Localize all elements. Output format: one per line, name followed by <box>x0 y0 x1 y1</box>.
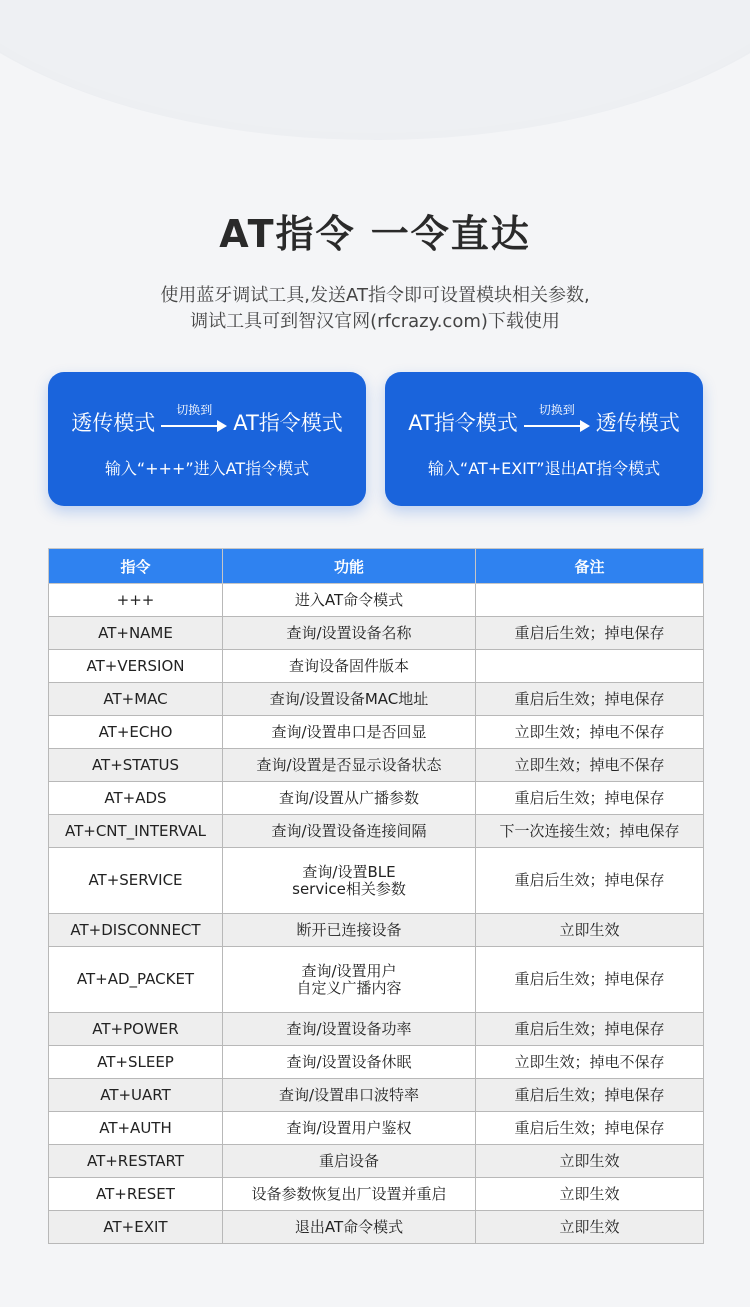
cell-note: 立即生效 <box>476 1178 704 1211</box>
table-row <box>49 584 704 617</box>
cell-note: 立即生效；掉电不保存 <box>476 1046 704 1079</box>
cell-function: 查询/设置从广播参数 <box>223 782 476 815</box>
arrow-label: 切换到 <box>538 403 575 417</box>
cell-command: AT+CNT_INTERVAL <box>49 815 223 848</box>
table-row <box>49 1211 704 1244</box>
cell-function: 进入AT命令模式 <box>223 584 476 617</box>
table-row <box>49 848 704 914</box>
cell-function: 查询/设置设备MAC地址 <box>223 683 476 716</box>
cell-function: 重启设备 <box>223 1145 476 1178</box>
table-row <box>49 1046 704 1079</box>
page-subtitle <box>0 283 750 335</box>
table-row <box>49 1079 704 1112</box>
cell-function: 查询/设置串口波特率 <box>223 1079 476 1112</box>
cell-command: AT+MAC <box>49 683 223 716</box>
mode-card-description: 输入“AT+EXIT”退出AT指令模式 <box>427 459 661 478</box>
switch-arrow-icon <box>159 403 229 437</box>
cell-note: 立即生效；掉电不保存 <box>476 716 704 749</box>
cell-note: 重启后生效；掉电保存 <box>476 683 704 716</box>
cell-note: 立即生效 <box>476 914 704 947</box>
table-row <box>49 1145 704 1178</box>
from-mode-label: 透传模式 <box>71 411 156 435</box>
cell-note: 重启后生效；掉电保存 <box>476 848 704 914</box>
table-row <box>49 815 704 848</box>
cell-function: 查询/设置设备名称 <box>223 617 476 650</box>
cell-function: 查询/设置用户 自定义广播内容 <box>223 947 476 1013</box>
cell-note: 下一次连接生效；掉电保存 <box>476 815 704 848</box>
cell-command: AT+UART <box>49 1079 223 1112</box>
table-row <box>49 617 704 650</box>
cell-command: AT+ECHO <box>49 716 223 749</box>
table-row <box>49 749 704 782</box>
cell-command: AT+DISCONNECT <box>49 914 223 947</box>
cell-note: 重启后生效；掉电保存 <box>476 947 704 1013</box>
table-row <box>49 650 704 683</box>
cell-note: 重启后生效；掉电保存 <box>476 617 704 650</box>
cell-function: 查询/设置串口是否回显 <box>223 716 476 749</box>
table-row <box>49 914 704 947</box>
cell-command: AT+AUTH <box>49 1112 223 1145</box>
table-header-row <box>49 549 704 584</box>
cell-function: 断开已连接设备 <box>223 914 476 947</box>
header-note: 备注 <box>476 549 704 584</box>
cell-command: AT+VERSION <box>49 650 223 683</box>
cell-function: 查询/设置是否显示设备状态 <box>223 749 476 782</box>
cell-command: AT+ADS <box>49 782 223 815</box>
cell-note: 立即生效 <box>476 1211 704 1244</box>
cell-function: 查询设备固件版本 <box>223 650 476 683</box>
cell-command: AT+SERVICE <box>49 848 223 914</box>
mode-switch-row <box>48 403 366 438</box>
from-mode-label: AT指令模式 <box>408 411 518 435</box>
cell-command: AT+RESET <box>49 1178 223 1211</box>
page-title: AT指令 一令直达 <box>219 212 531 256</box>
cell-command: AT+RESTART <box>49 1145 223 1178</box>
mode-card-exit-at <box>385 372 703 506</box>
subtitle-line-1: 使用蓝牙调试工具,发送AT指令即可设置模块相关参数, <box>160 285 590 306</box>
cell-function: 查询/设置设备休眠 <box>223 1046 476 1079</box>
cell-note: 重启后生效；掉电保存 <box>476 1079 704 1112</box>
cell-command: AT+STATUS <box>49 749 223 782</box>
cell-note <box>476 584 704 617</box>
mode-switch-row <box>385 403 703 438</box>
header-command: 指令 <box>49 549 223 584</box>
table-row <box>49 1178 704 1211</box>
cell-note: 重启后生效；掉电保存 <box>476 1013 704 1046</box>
cell-command: AT+EXIT <box>49 1211 223 1244</box>
cell-command: +++ <box>49 584 223 617</box>
table-row <box>49 716 704 749</box>
table-row <box>49 1013 704 1046</box>
cell-note <box>476 650 704 683</box>
table-row <box>49 947 704 1013</box>
cell-note: 重启后生效；掉电保存 <box>476 782 704 815</box>
cell-command: AT+NAME <box>49 617 223 650</box>
cell-command: AT+POWER <box>49 1013 223 1046</box>
cell-function: 查询/设置用户鉴权 <box>223 1112 476 1145</box>
cell-function: 退出AT命令模式 <box>223 1211 476 1244</box>
table-body <box>49 584 704 1244</box>
to-mode-label: 透传模式 <box>595 411 680 435</box>
header-function: 功能 <box>223 549 476 584</box>
cell-note: 立即生效；掉电不保存 <box>476 749 704 782</box>
cell-note: 立即生效 <box>476 1145 704 1178</box>
cell-function: 查询/设置BLE service相关参数 <box>223 848 476 914</box>
background-arc <box>0 0 750 140</box>
cell-function: 查询/设置设备连接间隔 <box>223 815 476 848</box>
subtitle-line-2: 调试工具可到智汉官网(rfcrazy.com)下载使用 <box>190 311 560 332</box>
table-row <box>49 683 704 716</box>
cell-command: AT+AD_PACKET <box>49 947 223 1013</box>
cell-function: 设备参数恢复出厂设置并重启 <box>223 1178 476 1211</box>
at-command-table <box>48 548 704 1244</box>
mode-card-enter-at <box>48 372 366 506</box>
mode-card-description: 输入“+++”进入AT指令模式 <box>104 459 310 478</box>
to-mode-label: AT指令模式 <box>233 411 343 435</box>
cell-function: 查询/设置设备功率 <box>223 1013 476 1046</box>
switch-arrow-icon <box>522 403 592 437</box>
table-row <box>49 782 704 815</box>
cell-command: AT+SLEEP <box>49 1046 223 1079</box>
cell-note: 重启后生效；掉电保存 <box>476 1112 704 1145</box>
arrow-label: 切换到 <box>176 403 213 417</box>
table-row <box>49 1112 704 1145</box>
